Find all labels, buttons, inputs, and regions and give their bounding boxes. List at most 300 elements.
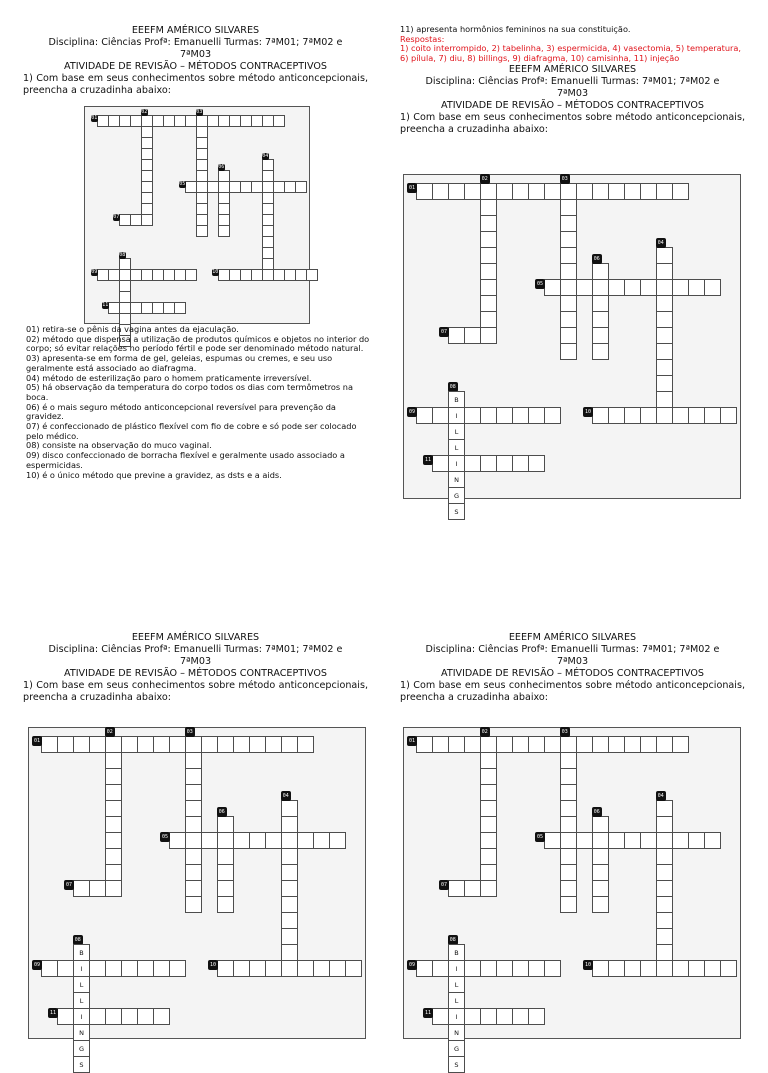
crossword-cell[interactable]	[592, 864, 609, 881]
crossword-cell[interactable]	[480, 311, 497, 328]
crossword-cell[interactable]	[512, 960, 529, 977]
crossword-cell[interactable]	[432, 736, 449, 753]
turma-cont: 7ªM03	[179, 656, 212, 667]
crossword-cell[interactable]	[185, 880, 202, 897]
crossword-cell[interactable]	[464, 736, 481, 753]
crossword-cell[interactable]	[313, 960, 330, 977]
crossword-cell[interactable]	[656, 391, 673, 408]
crossword-cell[interactable]	[233, 736, 250, 753]
crossword-cell[interactable]	[608, 279, 625, 296]
clue-number-badge: 02	[141, 109, 148, 116]
crossword-cell[interactable]	[560, 784, 577, 801]
crossword-cell[interactable]	[448, 327, 465, 344]
crossword-cell[interactable]	[185, 800, 202, 817]
crossword-cell[interactable]	[656, 327, 673, 344]
crossword-cell[interactable]	[560, 752, 577, 769]
crossword-cell[interactable]	[480, 880, 497, 897]
crossword-cell[interactable]	[89, 880, 106, 897]
crossword-cell[interactable]	[416, 736, 433, 753]
crossword-cell[interactable]	[137, 960, 154, 977]
crossword-cell[interactable]	[592, 848, 609, 865]
crossword-cell[interactable]	[249, 832, 266, 849]
crossword-cell[interactable]	[560, 263, 577, 280]
crossword-cell[interactable]	[656, 864, 673, 881]
crossword-cell[interactable]	[185, 816, 202, 833]
crossword-large	[403, 174, 741, 516]
crossword-cell[interactable]	[480, 247, 497, 264]
crossword-cell[interactable]	[153, 1008, 170, 1025]
crossword-cell[interactable]	[185, 864, 202, 881]
crossword-cell[interactable]	[544, 279, 561, 296]
crossword-cell[interactable]	[185, 848, 202, 865]
crossword-cell[interactable]	[281, 944, 298, 961]
crossword-cell[interactable]	[464, 327, 481, 344]
crossword-cell[interactable]	[217, 736, 234, 753]
clue-number-badge: 02	[481, 729, 488, 735]
crossword-cell[interactable]	[105, 848, 122, 865]
crossword-cell[interactable]	[608, 960, 625, 977]
crossword-cell[interactable]	[640, 736, 657, 753]
clue-number-badge: 10	[584, 408, 591, 415]
crossword-cell[interactable]	[656, 279, 673, 296]
crossword-cell[interactable]	[656, 359, 673, 376]
crossword-cell[interactable]	[592, 327, 609, 344]
crossword-cell[interactable]	[560, 800, 577, 817]
crossword-cell[interactable]	[560, 896, 577, 913]
school-name: EEEFM AMÉRICO SILVARES	[131, 25, 260, 36]
crossword-cell[interactable]	[249, 736, 266, 753]
crossword-cell[interactable]	[560, 768, 577, 785]
crossword-cell[interactable]	[480, 295, 497, 312]
crossword-cell[interactable]	[218, 225, 230, 237]
crossword-cell[interactable]	[249, 960, 266, 977]
crossword-cell[interactable]	[89, 960, 106, 977]
crossword-cell[interactable]	[656, 375, 673, 392]
crossword-cell[interactable]	[185, 896, 202, 913]
crossword-cell[interactable]	[544, 183, 561, 200]
clue-number-badge: 06	[593, 808, 600, 815]
answers-label: Respostas:	[400, 33, 445, 44]
crossword-cell[interactable]	[688, 407, 705, 424]
crossword-cell[interactable]	[153, 960, 170, 977]
crossword-cell[interactable]	[57, 736, 74, 753]
crossword-cell[interactable]	[480, 215, 497, 232]
crossword-cell[interactable]	[640, 279, 657, 296]
crossword-cell[interactable]	[265, 960, 282, 977]
clue-06: 06) é o mais seguro método anticoncepcional reversível para prevenção da gravidez.	[26, 401, 336, 422]
crossword-cell[interactable]	[672, 832, 689, 849]
crossword-cell[interactable]	[640, 183, 657, 200]
crossword-cell[interactable]	[480, 816, 497, 833]
crossword-cell[interactable]	[121, 1008, 138, 1025]
crossword-cell[interactable]	[480, 407, 497, 424]
crossword-cell[interactable]	[281, 736, 298, 753]
crossword-cell[interactable]	[217, 832, 234, 849]
crossword-cell[interactable]	[512, 1008, 529, 1025]
crossword-cell[interactable]	[592, 880, 609, 897]
crossword-cell[interactable]	[704, 960, 721, 977]
crossword-cell[interactable]	[560, 816, 577, 833]
crossword-cell[interactable]	[656, 183, 673, 200]
crossword-cell[interactable]	[141, 214, 153, 226]
crossword-cell[interactable]	[672, 279, 689, 296]
crossword-cell[interactable]	[281, 848, 298, 865]
crossword-cell[interactable]	[624, 279, 641, 296]
crossword-cell[interactable]	[41, 960, 58, 977]
crossword-cell[interactable]	[416, 960, 433, 977]
clue-number-badge: 05	[536, 280, 543, 287]
crossword-cell[interactable]	[169, 832, 186, 849]
clue-number-badge: 04	[282, 792, 289, 799]
crossword-cell[interactable]	[105, 1008, 122, 1025]
crossword-cell[interactable]	[464, 960, 481, 977]
crossword-cell[interactable]	[624, 736, 641, 753]
crossword-cell[interactable]	[281, 912, 298, 929]
crossword-cell[interactable]	[480, 231, 497, 248]
crossword-cell[interactable]	[153, 736, 170, 753]
crossword-cell[interactable]	[137, 736, 154, 753]
crossword-cell[interactable]	[528, 736, 545, 753]
crossword-cell[interactable]	[480, 263, 497, 280]
crossword-cell[interactable]	[560, 183, 577, 200]
crossword-cell[interactable]	[656, 263, 673, 280]
crossword-cell[interactable]	[560, 736, 577, 753]
crossword-letter: N	[448, 471, 465, 488]
crossword-cell[interactable]	[480, 183, 497, 200]
crossword-cell[interactable]	[480, 864, 497, 881]
crossword-cell[interactable]	[89, 736, 106, 753]
crossword-cell[interactable]	[480, 199, 497, 216]
crossword-cell[interactable]	[608, 832, 625, 849]
crossword-cell[interactable]	[480, 327, 497, 344]
crossword-cell[interactable]	[720, 960, 737, 977]
crossword-cell[interactable]	[105, 800, 122, 817]
crossword-cell[interactable]	[329, 960, 346, 977]
crossword-cell[interactable]	[345, 960, 362, 977]
crossword-cell[interactable]	[105, 736, 122, 753]
crossword-cell[interactable]	[251, 181, 263, 193]
crossword-cell[interactable]	[185, 181, 197, 193]
clue-number-badge: 09	[408, 961, 415, 968]
crossword-cell[interactable]	[217, 880, 234, 897]
crossword-cell[interactable]	[624, 407, 641, 424]
crossword-cell[interactable]	[656, 295, 673, 312]
crossword-cell[interactable]	[656, 960, 673, 977]
crossword-cell[interactable]	[217, 896, 234, 913]
crossword-cell[interactable]	[560, 279, 577, 296]
crossword-cell[interactable]	[185, 269, 197, 281]
crossword-cell[interactable]	[105, 880, 122, 897]
crossword-cell[interactable]	[656, 912, 673, 929]
crossword-cell[interactable]	[480, 768, 497, 785]
crossword-cell[interactable]	[656, 816, 673, 833]
crossword-cell[interactable]	[592, 279, 609, 296]
crossword-cell[interactable]	[218, 170, 230, 182]
crossword-cell[interactable]	[57, 960, 74, 977]
crossword-cell[interactable]	[496, 455, 513, 472]
crossword-cell[interactable]	[640, 832, 657, 849]
crossword-cell[interactable]	[560, 880, 577, 897]
crossword-cell[interactable]	[121, 960, 138, 977]
crossword-cell[interactable]	[480, 784, 497, 801]
crossword-cell[interactable]	[105, 816, 122, 833]
crossword-cell[interactable]	[480, 752, 497, 769]
crossword-cell[interactable]	[704, 407, 721, 424]
crossword-cell[interactable]	[105, 752, 122, 769]
crossword-cell[interactable]	[105, 832, 122, 849]
crossword-cell[interactable]	[105, 960, 122, 977]
crossword-cell[interactable]	[560, 247, 577, 264]
crossword-cell[interactable]	[432, 1008, 449, 1025]
crossword-cell[interactable]	[174, 302, 186, 314]
crossword-cell[interactable]	[281, 800, 298, 817]
crossword-cell[interactable]	[560, 231, 577, 248]
crossword-cell[interactable]	[217, 960, 234, 977]
crossword-cell[interactable]	[592, 311, 609, 328]
crossword-cell[interactable]	[217, 864, 234, 881]
crossword-cell[interactable]	[448, 736, 465, 753]
clue-number-badge: 05	[179, 181, 186, 188]
crossword-cell[interactable]	[432, 455, 449, 472]
crossword-cell[interactable]	[560, 199, 577, 216]
crossword-letter: S	[448, 503, 465, 520]
crossword-cell[interactable]	[528, 1008, 545, 1025]
crossword-cell[interactable]	[448, 183, 465, 200]
crossword-cell[interactable]	[656, 848, 673, 865]
crossword-cell[interactable]	[281, 864, 298, 881]
crossword-cell[interactable]	[624, 960, 641, 977]
crossword-cell[interactable]	[720, 407, 737, 424]
crossword-cell[interactable]	[281, 896, 298, 913]
crossword-cell[interactable]	[592, 896, 609, 913]
clue-01: 01) retira-se o pênis da vagina antes da ejaculação.	[26, 324, 239, 334]
crossword-cell[interactable]	[592, 816, 609, 833]
crossword-cell[interactable]	[73, 880, 90, 897]
crossword-cell[interactable]	[640, 960, 657, 977]
crossword-cell[interactable]	[704, 279, 721, 296]
crossword-cell[interactable]	[480, 960, 497, 977]
crossword-cell[interactable]	[273, 115, 285, 127]
crossword-cell[interactable]	[297, 736, 314, 753]
crossword-cell[interactable]	[672, 407, 689, 424]
crossword-cell[interactable]	[656, 800, 673, 817]
crossword-cell[interactable]	[528, 455, 545, 472]
crossword-cell[interactable]	[121, 736, 138, 753]
crossword-cell[interactable]	[137, 1008, 154, 1025]
clue-number-badge: 11	[424, 1009, 431, 1016]
crossword-cell[interactable]	[656, 880, 673, 897]
crossword-cell[interactable]	[480, 832, 497, 849]
crossword-cell[interactable]	[496, 407, 513, 424]
crossword-cell[interactable]	[105, 768, 122, 785]
clue-number-badge: 07	[65, 881, 72, 888]
crossword-cell[interactable]	[201, 832, 218, 849]
crossword-cell[interactable]	[576, 183, 593, 200]
crossword-letter: L	[73, 992, 90, 1009]
crossword-cell[interactable]	[416, 407, 433, 424]
clue-11: 11) apresenta hormônios femininos na sua constituição.	[400, 24, 631, 34]
school-name: EEEFM AMÉRICO SILVARES	[508, 632, 637, 643]
answers-text: 1) coito interrompido, 2) tabelinha, 3) espermicida, 4) vasectomia, 5) temperatura, 6) pílula, 7) diu, 8) billings, 9) diafragma, 10) camisinha, 11) injeção	[400, 43, 742, 64]
crossword-cell[interactable]	[656, 928, 673, 945]
crossword-cell[interactable]	[57, 1008, 74, 1025]
clue-number-badge: 08	[449, 936, 456, 943]
crossword-cell[interactable]	[329, 832, 346, 849]
crossword-cell[interactable]	[640, 407, 657, 424]
crossword-cell[interactable]	[464, 455, 481, 472]
crossword-cell[interactable]	[560, 327, 577, 344]
crossword-cell[interactable]	[656, 896, 673, 913]
crossword-cell[interactable]	[416, 183, 433, 200]
crossword-cell[interactable]	[464, 183, 481, 200]
crossword-cell[interactable]	[432, 960, 449, 977]
crossword-cell[interactable]	[672, 183, 689, 200]
crossword-cell[interactable]	[233, 960, 250, 977]
crossword-cell[interactable]	[233, 832, 250, 849]
crossword-cell[interactable]	[480, 848, 497, 865]
crossword-cell[interactable]	[608, 736, 625, 753]
crossword-cell[interactable]	[448, 880, 465, 897]
crossword-cell[interactable]	[656, 832, 673, 849]
crossword-cell[interactable]	[480, 736, 497, 753]
crossword-cell[interactable]	[656, 343, 673, 360]
crossword-cell[interactable]	[656, 407, 673, 424]
crossword-cell[interactable]	[560, 864, 577, 881]
crossword-cell[interactable]	[544, 960, 561, 977]
crossword-cell[interactable]	[656, 944, 673, 961]
crossword-cell[interactable]	[560, 848, 577, 865]
crossword-cell[interactable]	[512, 183, 529, 200]
crossword-cell[interactable]	[512, 455, 529, 472]
crossword-cell[interactable]	[464, 880, 481, 897]
crossword-cell[interactable]	[576, 736, 593, 753]
crossword-cell[interactable]	[576, 832, 593, 849]
clue-number-badge: 06	[218, 164, 225, 171]
crossword-cell[interactable]	[265, 736, 282, 753]
crossword-cell[interactable]	[196, 225, 208, 237]
crossword-cell[interactable]	[672, 960, 689, 977]
crossword-cell[interactable]	[295, 181, 307, 193]
crossword-cell[interactable]	[464, 407, 481, 424]
crossword-cell[interactable]	[592, 832, 609, 849]
crossword-cell[interactable]	[496, 960, 513, 977]
crossword-cell[interactable]	[185, 752, 202, 769]
crossword-cell[interactable]	[528, 960, 545, 977]
crossword-cell[interactable]	[217, 848, 234, 865]
crossword-cell[interactable]	[560, 215, 577, 232]
crossword-letter: I	[73, 1008, 90, 1025]
crossword-cell[interactable]	[592, 343, 609, 360]
crossword-cell[interactable]	[281, 816, 298, 833]
crossword-cell[interactable]	[560, 832, 577, 849]
crossword-cell[interactable]	[432, 407, 449, 424]
crossword-cell[interactable]	[281, 832, 298, 849]
crossword-cell[interactable]	[544, 832, 561, 849]
crossword-letter: I	[448, 407, 465, 424]
crossword-cell[interactable]	[512, 736, 529, 753]
crossword-cell[interactable]	[592, 183, 609, 200]
crossword-cell[interactable]	[656, 736, 673, 753]
crossword-cell[interactable]	[480, 1008, 497, 1025]
crossword-cell[interactable]	[496, 1008, 513, 1025]
crossword-letter: B	[448, 944, 465, 961]
crossword-cell[interactable]	[432, 183, 449, 200]
crossword-cell[interactable]	[185, 736, 202, 753]
crossword-cell[interactable]	[73, 736, 90, 753]
crossword-cell[interactable]	[624, 183, 641, 200]
crossword-cell[interactable]	[480, 800, 497, 817]
crossword-cell[interactable]	[306, 269, 318, 281]
crossword-cell[interactable]	[544, 407, 561, 424]
crossword-cell[interactable]	[201, 736, 218, 753]
crossword-cell[interactable]	[624, 832, 641, 849]
clue-number-badge: 08	[449, 383, 456, 390]
crossword-cell[interactable]	[592, 263, 609, 280]
crossword-cell[interactable]	[89, 1008, 106, 1025]
crossword-cell[interactable]	[560, 343, 577, 360]
crossword-cell[interactable]	[496, 183, 513, 200]
crossword-cell[interactable]	[688, 832, 705, 849]
crossword-cell[interactable]	[217, 816, 234, 833]
crossword-cell[interactable]	[185, 832, 202, 849]
crossword-cell[interactable]	[688, 960, 705, 977]
crossword-cell[interactable]	[592, 960, 609, 977]
crossword-cell[interactable]	[672, 736, 689, 753]
crossword-cell[interactable]	[169, 736, 186, 753]
crossword-cell[interactable]	[313, 832, 330, 849]
crossword-cell[interactable]	[108, 269, 120, 281]
crossword-cell[interactable]	[656, 311, 673, 328]
crossword-cell[interactable]	[297, 832, 314, 849]
crossword-cell[interactable]	[704, 832, 721, 849]
crossword-cell[interactable]	[608, 183, 625, 200]
crossword-cell[interactable]	[592, 407, 609, 424]
crossword-cell[interactable]	[528, 407, 545, 424]
clue-number-badge: 06	[218, 808, 225, 815]
crossword-cell[interactable]	[281, 960, 298, 977]
crossword-cell[interactable]	[592, 736, 609, 753]
crossword-cell[interactable]	[169, 960, 186, 977]
crossword-cell[interactable]	[480, 279, 497, 296]
crossword-cell[interactable]	[108, 302, 120, 314]
crossword-cell[interactable]	[560, 311, 577, 328]
crossword-cell[interactable]	[608, 407, 625, 424]
crossword-cell[interactable]	[185, 784, 202, 801]
crossword-cell[interactable]	[560, 295, 577, 312]
crossword-cell[interactable]	[464, 1008, 481, 1025]
crossword-cell[interactable]	[544, 736, 561, 753]
crossword-cell[interactable]	[297, 960, 314, 977]
crossword-cell[interactable]	[281, 880, 298, 897]
crossword-cell[interactable]	[528, 183, 545, 200]
crossword-cell[interactable]	[185, 768, 202, 785]
crossword-cell[interactable]	[592, 295, 609, 312]
crossword-cell[interactable]	[41, 736, 58, 753]
crossword-cell[interactable]	[480, 455, 497, 472]
crossword-cell[interactable]	[656, 247, 673, 264]
crossword-cell[interactable]	[496, 736, 513, 753]
crossword-large	[403, 727, 741, 1069]
clue-number-badge: 03	[186, 729, 193, 735]
crossword-cell[interactable]	[105, 864, 122, 881]
crossword-cell[interactable]	[105, 784, 122, 801]
crossword-cell[interactable]	[688, 279, 705, 296]
crossword-cell[interactable]	[576, 279, 593, 296]
crossword-cell[interactable]	[265, 832, 282, 849]
crossword-cell[interactable]	[281, 928, 298, 945]
crossword-cell[interactable]	[512, 407, 529, 424]
crossword-letter: G	[448, 1040, 465, 1057]
